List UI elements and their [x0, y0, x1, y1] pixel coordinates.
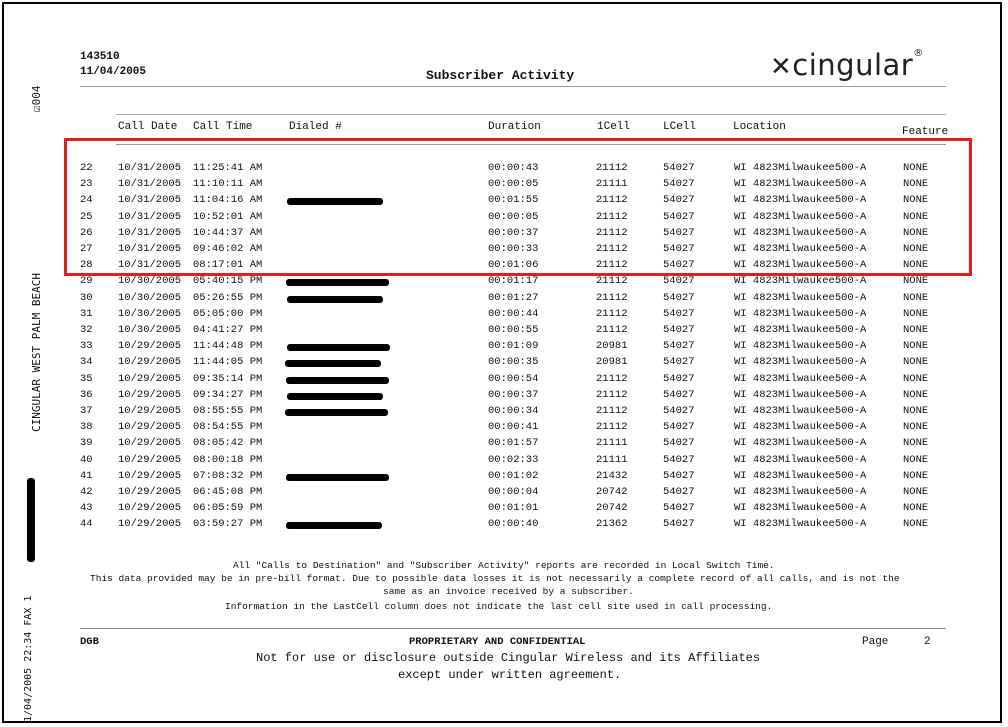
row-last-cell: 54027 — [663, 178, 695, 191]
table-row — [0, 518, 1008, 534]
row-number: 30 — [80, 291, 93, 304]
col-first-cell: 1Cell — [597, 121, 631, 133]
row-first-cell: 20981 — [596, 340, 628, 353]
row-first-cell: 20742 — [596, 502, 628, 515]
highlight-box — [64, 138, 972, 276]
row-first-cell: 21112 — [596, 275, 628, 288]
row-feature: NONE — [903, 453, 929, 466]
row-feature: NONE — [903, 340, 929, 353]
row-call-time: 11:44:05 PM — [193, 356, 263, 369]
fax-stamp: 1/04/2005 22:34 FAX 1 — [23, 595, 34, 722]
row-last-cell: 54027 — [663, 388, 695, 401]
report-date: 11/04/2005 — [80, 66, 147, 78]
row-call-time: 11:04:16 AM — [193, 194, 263, 207]
row-call-time: 11:25:41 AM — [193, 162, 263, 174]
row-number: 35 — [80, 372, 93, 385]
row-call-date: 10/30/2005 — [118, 307, 182, 320]
row-call-date: 10/29/2005 — [118, 388, 182, 401]
row-last-cell: 54027 — [663, 372, 695, 385]
row-feature: NONE — [903, 243, 929, 255]
table-row — [0, 470, 1008, 486]
row-first-cell: 21112 — [596, 243, 628, 255]
table-row — [0, 356, 1008, 372]
table-row — [0, 275, 1008, 291]
row-location: WI 4823Milwaukee500-A — [734, 162, 867, 174]
row-last-cell: 54027 — [663, 162, 695, 174]
redacted-dialed-number — [285, 409, 388, 416]
col-call-date: Call Date — [118, 121, 178, 133]
row-call-time: 07:08:32 PM — [193, 469, 263, 482]
row-call-date: 10/31/2005 — [118, 162, 182, 174]
row-first-cell: 21112 — [596, 405, 628, 417]
row-location: WI 4823Milwaukee500-A — [734, 210, 867, 223]
row-duration: 00:01:27 — [488, 291, 539, 304]
row-first-cell: 21111 — [596, 453, 628, 466]
footer-page-number: 2 — [924, 636, 931, 648]
row-location: WI 4823Milwaukee500-A — [734, 178, 867, 191]
row-last-cell: 54027 — [663, 324, 695, 336]
row-duration: 00:00:55 — [488, 324, 539, 336]
row-number: 43 — [80, 502, 93, 515]
row-last-cell: 54027 — [663, 291, 695, 304]
row-duration: 00:00:41 — [488, 421, 539, 434]
row-first-cell: 21432 — [596, 469, 628, 482]
row-feature: NONE — [903, 486, 929, 498]
table-row — [0, 421, 1008, 437]
row-duration: 00:00:34 — [488, 405, 539, 417]
row-feature: NONE — [903, 469, 929, 482]
row-call-date: 10/29/2005 — [118, 421, 182, 434]
row-call-date: 10/29/2005 — [118, 518, 182, 531]
row-call-time: 08:05:42 PM — [193, 437, 263, 450]
redacted-dialed-number — [287, 393, 383, 400]
page-code: ☑004 — [30, 85, 43, 112]
row-feature: NONE — [903, 162, 929, 174]
table-row — [0, 486, 1008, 502]
row-location: WI 4823Milwaukee500-A — [734, 291, 867, 304]
footer-page-label: Page — [862, 636, 889, 648]
row-feature: NONE — [903, 421, 929, 434]
redacted-dialed-number — [286, 522, 382, 529]
row-call-date: 10/31/2005 — [118, 178, 182, 191]
row-duration: 00:00:44 — [488, 307, 539, 320]
row-feature: NONE — [903, 502, 929, 515]
row-call-date: 10/29/2005 — [118, 469, 182, 482]
row-call-time: 09:46:02 AM — [193, 243, 263, 255]
row-location: WI 4823Milwaukee500-A — [734, 194, 867, 207]
row-duration: 00:00:37 — [488, 226, 539, 239]
row-call-time: 09:35:14 PM — [193, 372, 263, 385]
footer-code: DGB — [80, 636, 99, 648]
row-last-cell: 54027 — [663, 486, 695, 498]
row-last-cell: 54027 — [663, 340, 695, 353]
redacted-dialed-number — [286, 279, 389, 286]
row-number: 40 — [80, 453, 93, 466]
col-duration: Duration — [488, 121, 541, 133]
row-call-date: 10/29/2005 — [118, 453, 182, 466]
row-first-cell: 21112 — [596, 291, 628, 304]
registered-mark: ® — [913, 48, 924, 59]
row-call-date: 10/29/2005 — [118, 405, 182, 417]
footer-rule — [80, 628, 946, 629]
row-last-cell: 54027 — [663, 194, 695, 207]
redacted-dialed-number — [285, 360, 381, 367]
row-call-time: 11:10:11 AM — [193, 178, 263, 191]
table-row — [0, 454, 1008, 470]
row-call-time: 05:26:55 PM — [193, 291, 263, 304]
row-last-cell: 54027 — [663, 275, 695, 288]
row-duration: 00:01:06 — [488, 259, 539, 272]
note-line-2: This data provided may be in pre-bill format. Due to possible data losses it is not necessarily a complete record of all calls, and is not the — [90, 573, 900, 584]
col-feature: Feature — [902, 126, 949, 138]
col-location: Location — [733, 121, 786, 133]
row-number: 37 — [80, 405, 93, 417]
row-number: 38 — [80, 421, 93, 434]
row-location: WI 4823Milwaukee500-A — [734, 518, 867, 531]
row-call-time: 09:34:27 PM — [193, 388, 263, 401]
row-call-date: 10/31/2005 — [118, 194, 182, 207]
row-duration: 00:00:33 — [488, 243, 539, 255]
row-number: 34 — [80, 356, 93, 369]
row-duration: 00:01:09 — [488, 340, 539, 353]
row-feature: NONE — [903, 388, 929, 401]
row-duration: 00:00:05 — [488, 210, 539, 223]
row-feature: NONE — [903, 307, 929, 320]
table-row — [0, 373, 1008, 389]
row-duration: 00:02:33 — [488, 453, 539, 466]
row-duration: 00:00:04 — [488, 486, 539, 498]
row-call-date: 10/31/2005 — [118, 210, 182, 223]
row-location: WI 4823Milwaukee500-A — [734, 356, 867, 369]
note-line-1: All "Calls to Destination" and "Subscriber Activity" reports are recorded in Local Switch Time. — [233, 560, 775, 571]
row-location: WI 4823Milwaukee500-A — [734, 453, 867, 466]
row-number: 33 — [80, 340, 93, 353]
row-call-time: 10:52:01 AM — [193, 210, 263, 223]
vendor-vertical-text: CINGULAR WEST PALM BEACH — [30, 273, 43, 432]
row-last-cell: 54027 — [663, 421, 695, 434]
row-number: 23 — [80, 178, 93, 191]
row-feature: NONE — [903, 518, 929, 531]
row-first-cell: 21112 — [596, 194, 628, 207]
row-location: WI 4823Milwaukee500-A — [734, 502, 867, 515]
col-call-time: Call Time — [193, 121, 253, 133]
row-location: WI 4823Milwaukee500-A — [734, 437, 867, 450]
row-feature: NONE — [903, 291, 929, 304]
row-last-cell: 54027 — [663, 259, 695, 272]
row-location: WI 4823Milwaukee500-A — [734, 307, 867, 320]
row-number: 28 — [80, 259, 93, 272]
row-number: 24 — [80, 194, 93, 207]
table-row — [0, 389, 1008, 405]
row-call-date: 10/30/2005 — [118, 275, 182, 288]
row-number: 36 — [80, 388, 93, 401]
table-row — [0, 437, 1008, 453]
row-feature: NONE — [903, 194, 929, 207]
row-call-time: 05:05:00 PM — [193, 307, 263, 320]
row-call-time: 06:05:59 PM — [193, 502, 263, 515]
logo-text: cingular — [792, 48, 914, 82]
redacted-dialed-number — [287, 296, 383, 303]
note-line-4: Information in the LastCell column does not indicate the last cell site used in call processing. — [225, 601, 773, 612]
row-location: WI 4823Milwaukee500-A — [734, 226, 867, 239]
row-number: 27 — [80, 243, 93, 255]
row-call-date: 10/30/2005 — [118, 324, 182, 336]
row-number: 39 — [80, 437, 93, 450]
row-call-date: 10/29/2005 — [118, 372, 182, 385]
table-row — [0, 340, 1008, 356]
row-first-cell: 21112 — [596, 421, 628, 434]
row-duration: 00:00:35 — [488, 356, 539, 369]
row-duration: 00:01:02 — [488, 469, 539, 482]
row-call-date: 10/29/2005 — [118, 437, 182, 450]
row-feature: NONE — [903, 324, 929, 336]
row-last-cell: 54027 — [663, 226, 695, 239]
table-row — [0, 324, 1008, 340]
column-header-top-rule — [116, 114, 946, 115]
footer-proprietary: PROPRIETARY AND CONFIDENTIAL — [409, 636, 586, 648]
row-call-date: 10/31/2005 — [118, 243, 182, 255]
row-first-cell: 21111 — [596, 437, 628, 450]
row-call-date: 10/29/2005 — [118, 502, 182, 515]
row-first-cell: 21112 — [596, 307, 628, 320]
row-feature: NONE — [903, 226, 929, 239]
table-row — [0, 502, 1008, 518]
col-dialed: Dialed # — [289, 121, 342, 133]
row-first-cell: 21111 — [596, 178, 628, 191]
row-call-time: 08:00:18 PM — [193, 453, 263, 466]
row-first-cell: 21362 — [596, 518, 628, 531]
row-duration: 00:01:17 — [488, 275, 539, 288]
row-number: 32 — [80, 324, 93, 336]
cingular-x-icon: ✕ — [770, 52, 793, 82]
col-last-cell: LCell — [663, 121, 697, 133]
row-feature: NONE — [903, 356, 929, 369]
row-duration: 00:01:57 — [488, 437, 539, 450]
row-duration: 00:00:54 — [488, 372, 539, 385]
row-duration: 00:01:01 — [488, 502, 539, 515]
row-call-date: 10/29/2005 — [118, 356, 182, 369]
row-number: 42 — [80, 486, 93, 498]
cingular-logo — [770, 48, 924, 82]
row-number: 22 — [80, 162, 93, 174]
row-duration: 00:00:37 — [488, 388, 539, 401]
row-last-cell: 54027 — [663, 210, 695, 223]
row-location: WI 4823Milwaukee500-A — [734, 324, 867, 336]
row-call-date: 10/31/2005 — [118, 259, 182, 272]
row-call-date: 10/29/2005 — [118, 340, 182, 353]
row-call-date: 10/29/2005 — [118, 486, 182, 498]
row-first-cell: 21112 — [596, 210, 628, 223]
row-last-cell: 54027 — [663, 518, 695, 531]
row-location: WI 4823Milwaukee500-A — [734, 388, 867, 401]
row-location: WI 4823Milwaukee500-A — [734, 340, 867, 353]
row-location: WI 4823Milwaukee500-A — [734, 421, 867, 434]
row-first-cell: 20981 — [596, 356, 628, 369]
footer-disclosure-1: Not for use or disclosure outside Cingular Wireless and its Affiliates — [256, 651, 761, 665]
row-call-date: 10/31/2005 — [118, 226, 182, 239]
row-call-time: 08:17:01 AM — [193, 259, 263, 272]
redacted-dialed-number — [286, 377, 389, 384]
row-location: WI 4823Milwaukee500-A — [734, 486, 867, 498]
footer-disclosure-2: except under written agreement. — [398, 668, 622, 682]
row-last-cell: 54027 — [663, 469, 695, 482]
row-first-cell: 21112 — [596, 372, 628, 385]
row-first-cell: 21112 — [596, 226, 628, 239]
row-call-time: 10:44:37 AM — [193, 226, 263, 239]
row-number: 44 — [80, 518, 93, 531]
row-last-cell: 54027 — [663, 437, 695, 450]
row-number: 41 — [80, 469, 93, 482]
row-last-cell: 54027 — [663, 502, 695, 515]
row-first-cell: 21112 — [596, 324, 628, 336]
row-feature: NONE — [903, 405, 929, 417]
row-feature: NONE — [903, 275, 929, 288]
row-feature: NONE — [903, 372, 929, 385]
row-number: 25 — [80, 210, 93, 223]
account-id: 143510 — [80, 51, 120, 63]
row-location: WI 4823Milwaukee500-A — [734, 372, 867, 385]
row-feature: NONE — [903, 437, 929, 450]
row-duration: 00:00:40 — [488, 518, 539, 531]
row-first-cell: 21112 — [596, 388, 628, 401]
row-location: WI 4823Milwaukee500-A — [734, 259, 867, 272]
row-duration: 00:01:55 — [488, 194, 539, 207]
row-number: 29 — [80, 275, 93, 288]
row-last-cell: 54027 — [663, 243, 695, 255]
row-duration: 00:00:05 — [488, 178, 539, 191]
redacted-dialed-number — [287, 344, 390, 351]
row-call-time: 11:44:48 PM — [193, 340, 263, 353]
row-number: 26 — [80, 226, 93, 239]
row-call-date: 10/30/2005 — [118, 291, 182, 304]
row-call-time: 04:41:27 PM — [193, 324, 263, 336]
row-first-cell: 21112 — [596, 259, 628, 272]
row-call-time: 08:54:55 PM — [193, 421, 263, 434]
table-row — [0, 405, 1008, 421]
table-row — [0, 308, 1008, 324]
row-number: 31 — [80, 307, 93, 320]
header-rule — [80, 86, 946, 87]
redacted-dialed-number — [286, 474, 389, 481]
row-last-cell: 54027 — [663, 307, 695, 320]
table-row — [0, 292, 1008, 308]
row-feature: NONE — [903, 210, 929, 223]
row-feature: NONE — [903, 259, 929, 272]
row-location: WI 4823Milwaukee500-A — [734, 243, 867, 255]
row-first-cell: 21112 — [596, 162, 628, 174]
note-line-3: same as an invoice received by a subscriber. — [383, 586, 634, 597]
row-location: WI 4823Milwaukee500-A — [734, 275, 867, 288]
row-feature: NONE — [903, 178, 929, 191]
row-duration: 00:00:43 — [488, 162, 539, 174]
row-call-time: 06:45:08 PM — [193, 486, 263, 498]
report-title: Subscriber Activity — [426, 68, 575, 83]
row-last-cell: 54027 — [663, 453, 695, 466]
row-first-cell: 20742 — [596, 486, 628, 498]
row-last-cell: 54027 — [663, 356, 695, 369]
row-location: WI 4823Milwaukee500-A — [734, 469, 867, 482]
row-call-time: 03:59:27 PM — [193, 518, 263, 531]
row-call-time: 05:40:15 PM — [193, 275, 263, 288]
row-last-cell: 54027 — [663, 405, 695, 417]
row-call-time: 08:55:55 PM — [193, 405, 263, 417]
row-location: WI 4823Milwaukee500-A — [734, 405, 867, 417]
